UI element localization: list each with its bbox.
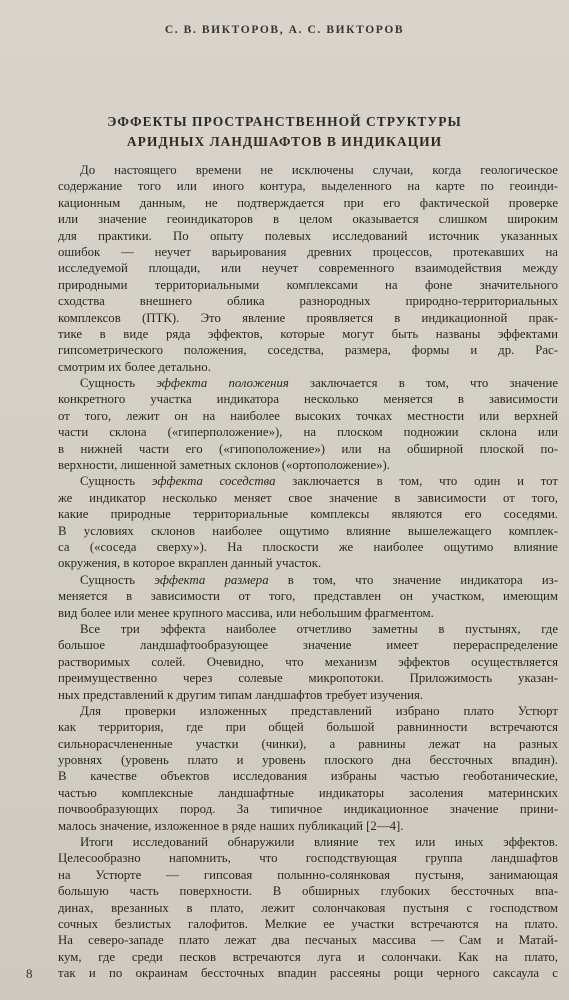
text-line (58, 473, 558, 489)
text-line: На северо-западе плато лежат два песчаных массива — Сам и Матай- (58, 933, 558, 948)
text-line: комплексов (ПТК). Это явление проявляется в индикационной прак- (58, 310, 558, 325)
italic-term: эффекта положения (156, 376, 289, 391)
authors-header: С. В. ВИКТОРОВ, А. С. ВИКТОРОВ (164, 24, 405, 36)
text-line: сильнорасчлененные участки (чинки), а равнины лежат на разных (58, 736, 558, 751)
text-line: До настоящего времени не исключены случаи, когда геологическое (80, 163, 558, 177)
text-line: вид более или менее крупного массива, или небольшим фрагментом. (58, 605, 434, 620)
text-line: конкретного участка индикатора несколько меняется в зависимости (58, 392, 558, 407)
text-line: сходства внешнего облика разнородных природно-территориальных (58, 294, 558, 309)
text-line: уровнях (уровень плато и уровень плоского дна бессточных впадин). (58, 753, 558, 768)
text-line: Для проверки изложенных представлений избрано плато Устюрт (80, 703, 558, 718)
text-line (58, 375, 558, 391)
text-line: гипсометрического положения, соседства, размера, формы и др. Рас- (58, 343, 558, 358)
text-line: исследуемой площади, или неучет современного взаимодействия между (58, 261, 558, 276)
text-line: преимущественно через солевые микропотоки. Приложимость указан- (58, 671, 558, 686)
article-title (0, 112, 569, 152)
text-line: содержание того или иного контура, выделенного на карте по геоинди- (58, 179, 558, 194)
text-line: динах, врезанных в плато, лежит солончаковая пустыня с господством (58, 900, 558, 915)
text-run: заключается в том, что значение (288, 376, 559, 391)
text-line: малось значение, изложенное в ряде наших публикаций [2—4]. (58, 818, 404, 833)
text-line: или значение геоиндикаторов в целом оказывается слишком широким (58, 212, 558, 227)
text-run: Сущность (80, 474, 152, 489)
text-line: природными территориальными комплексами на фоне значительного (58, 277, 558, 292)
text-line: сочных безлистых галофитов. Мелкие ее участки встречаются на плато. (58, 916, 558, 931)
text-line: большую часть поверхности. В обширных глубоких бессточных впа- (58, 884, 558, 899)
text-line: окружения, в которое вкраплен данный участок. (58, 556, 322, 571)
text-run: в том, что значение индикатора из- (268, 572, 558, 587)
text-run: заключается в том, что один и тот (275, 474, 558, 489)
text-line: частью комплексные ландшафтные индикаторы засоления материнских (58, 785, 558, 800)
text-line: в нижней части его («гипоположение») или на обширной плоской по- (58, 441, 558, 456)
text-run: Сущность (80, 572, 155, 587)
text-line: как территория, где при общей большой равнинности встречаются (58, 720, 558, 735)
text-line: верхности, лишенной заметных склонов («ортоположение»). (58, 458, 391, 473)
text-line: В условиях склонов наиболее ощутимо влияние вышележащего комплек- (58, 523, 558, 538)
text-line: растворимых солей. Очевидно, что механизм эффектов осуществляется (58, 654, 558, 669)
text-line: тике в виде ряда эффектов, которые могут быть названы эффектами (58, 326, 558, 341)
text-line: какие природные территориальные комплексы являются его соседями. (58, 507, 558, 522)
text-line: Итоги исследований обнаружили влияние тех или иных эффектов. (80, 835, 558, 850)
page-number: 8 (26, 966, 33, 981)
text-line: от того, лежит он на наиболее высоких точках местности или верхней (58, 408, 558, 423)
text-line: смотрим их более детально. (58, 359, 211, 374)
text-line: большое ландшафтообразующее значение имеет перераспределение (58, 638, 558, 653)
text-line: почвообразующих пород. За типичное индикационное значение прини- (58, 802, 558, 817)
text-line: же индикатор несколько меняет свое значение в зависимости от того, (58, 490, 558, 505)
title-line: АРИДНЫХ ЛАНДШАФТОВ В ИНДИКАЦИИ (126, 134, 443, 149)
text-line: са («соседа сверху»). На плоскости же наиболее ощутимо влияние (58, 539, 558, 554)
text-line: ошибок — неучет варьирования древних процессов, протекавших на (58, 244, 558, 259)
text-line: на Устюрте — гипсовая полынно-солянковая пустыня, занимающая (58, 867, 558, 882)
text-line: так и по окраинам бессточных впадин рассеяны рощи черного саксаула с (58, 966, 558, 981)
italic-term: эффекта соседства (151, 474, 276, 489)
text-line: части склона («гиперположение»), на плоском подножии склона или (58, 425, 558, 440)
text-line: кационным данным, не подтверждается при его фактической проверке (58, 195, 558, 210)
text-line: меняется в зависимости от того, представлен он участком, имеющим (58, 589, 558, 604)
text-line: В качестве объектов исследования избраны частью геоботанические, (58, 769, 558, 784)
text-line: для практики. По опыту полевых исследований источник указанных (58, 228, 558, 243)
text-line: Все три эффекта наиболее отчетливо заметны в пустынях, где (80, 621, 558, 636)
text-line: кум, где среди песков встречаются луга и солончаки. Как на плато, (58, 949, 558, 964)
article-body (58, 162, 558, 982)
text-line: ных представлений к другим типам ландшафтов требует изучения. (58, 687, 424, 702)
italic-term: эффекта размера (154, 572, 269, 587)
text-line (58, 572, 558, 588)
text-line: Целесообразно напомнить, что господствующая группа ландшафтов (58, 851, 558, 866)
text-run: Сущность (80, 376, 157, 391)
title-line: ЭФФЕКТЫ ПРОСТРАНСТВЕННОЙ СТРУКТУРЫ (107, 114, 462, 129)
